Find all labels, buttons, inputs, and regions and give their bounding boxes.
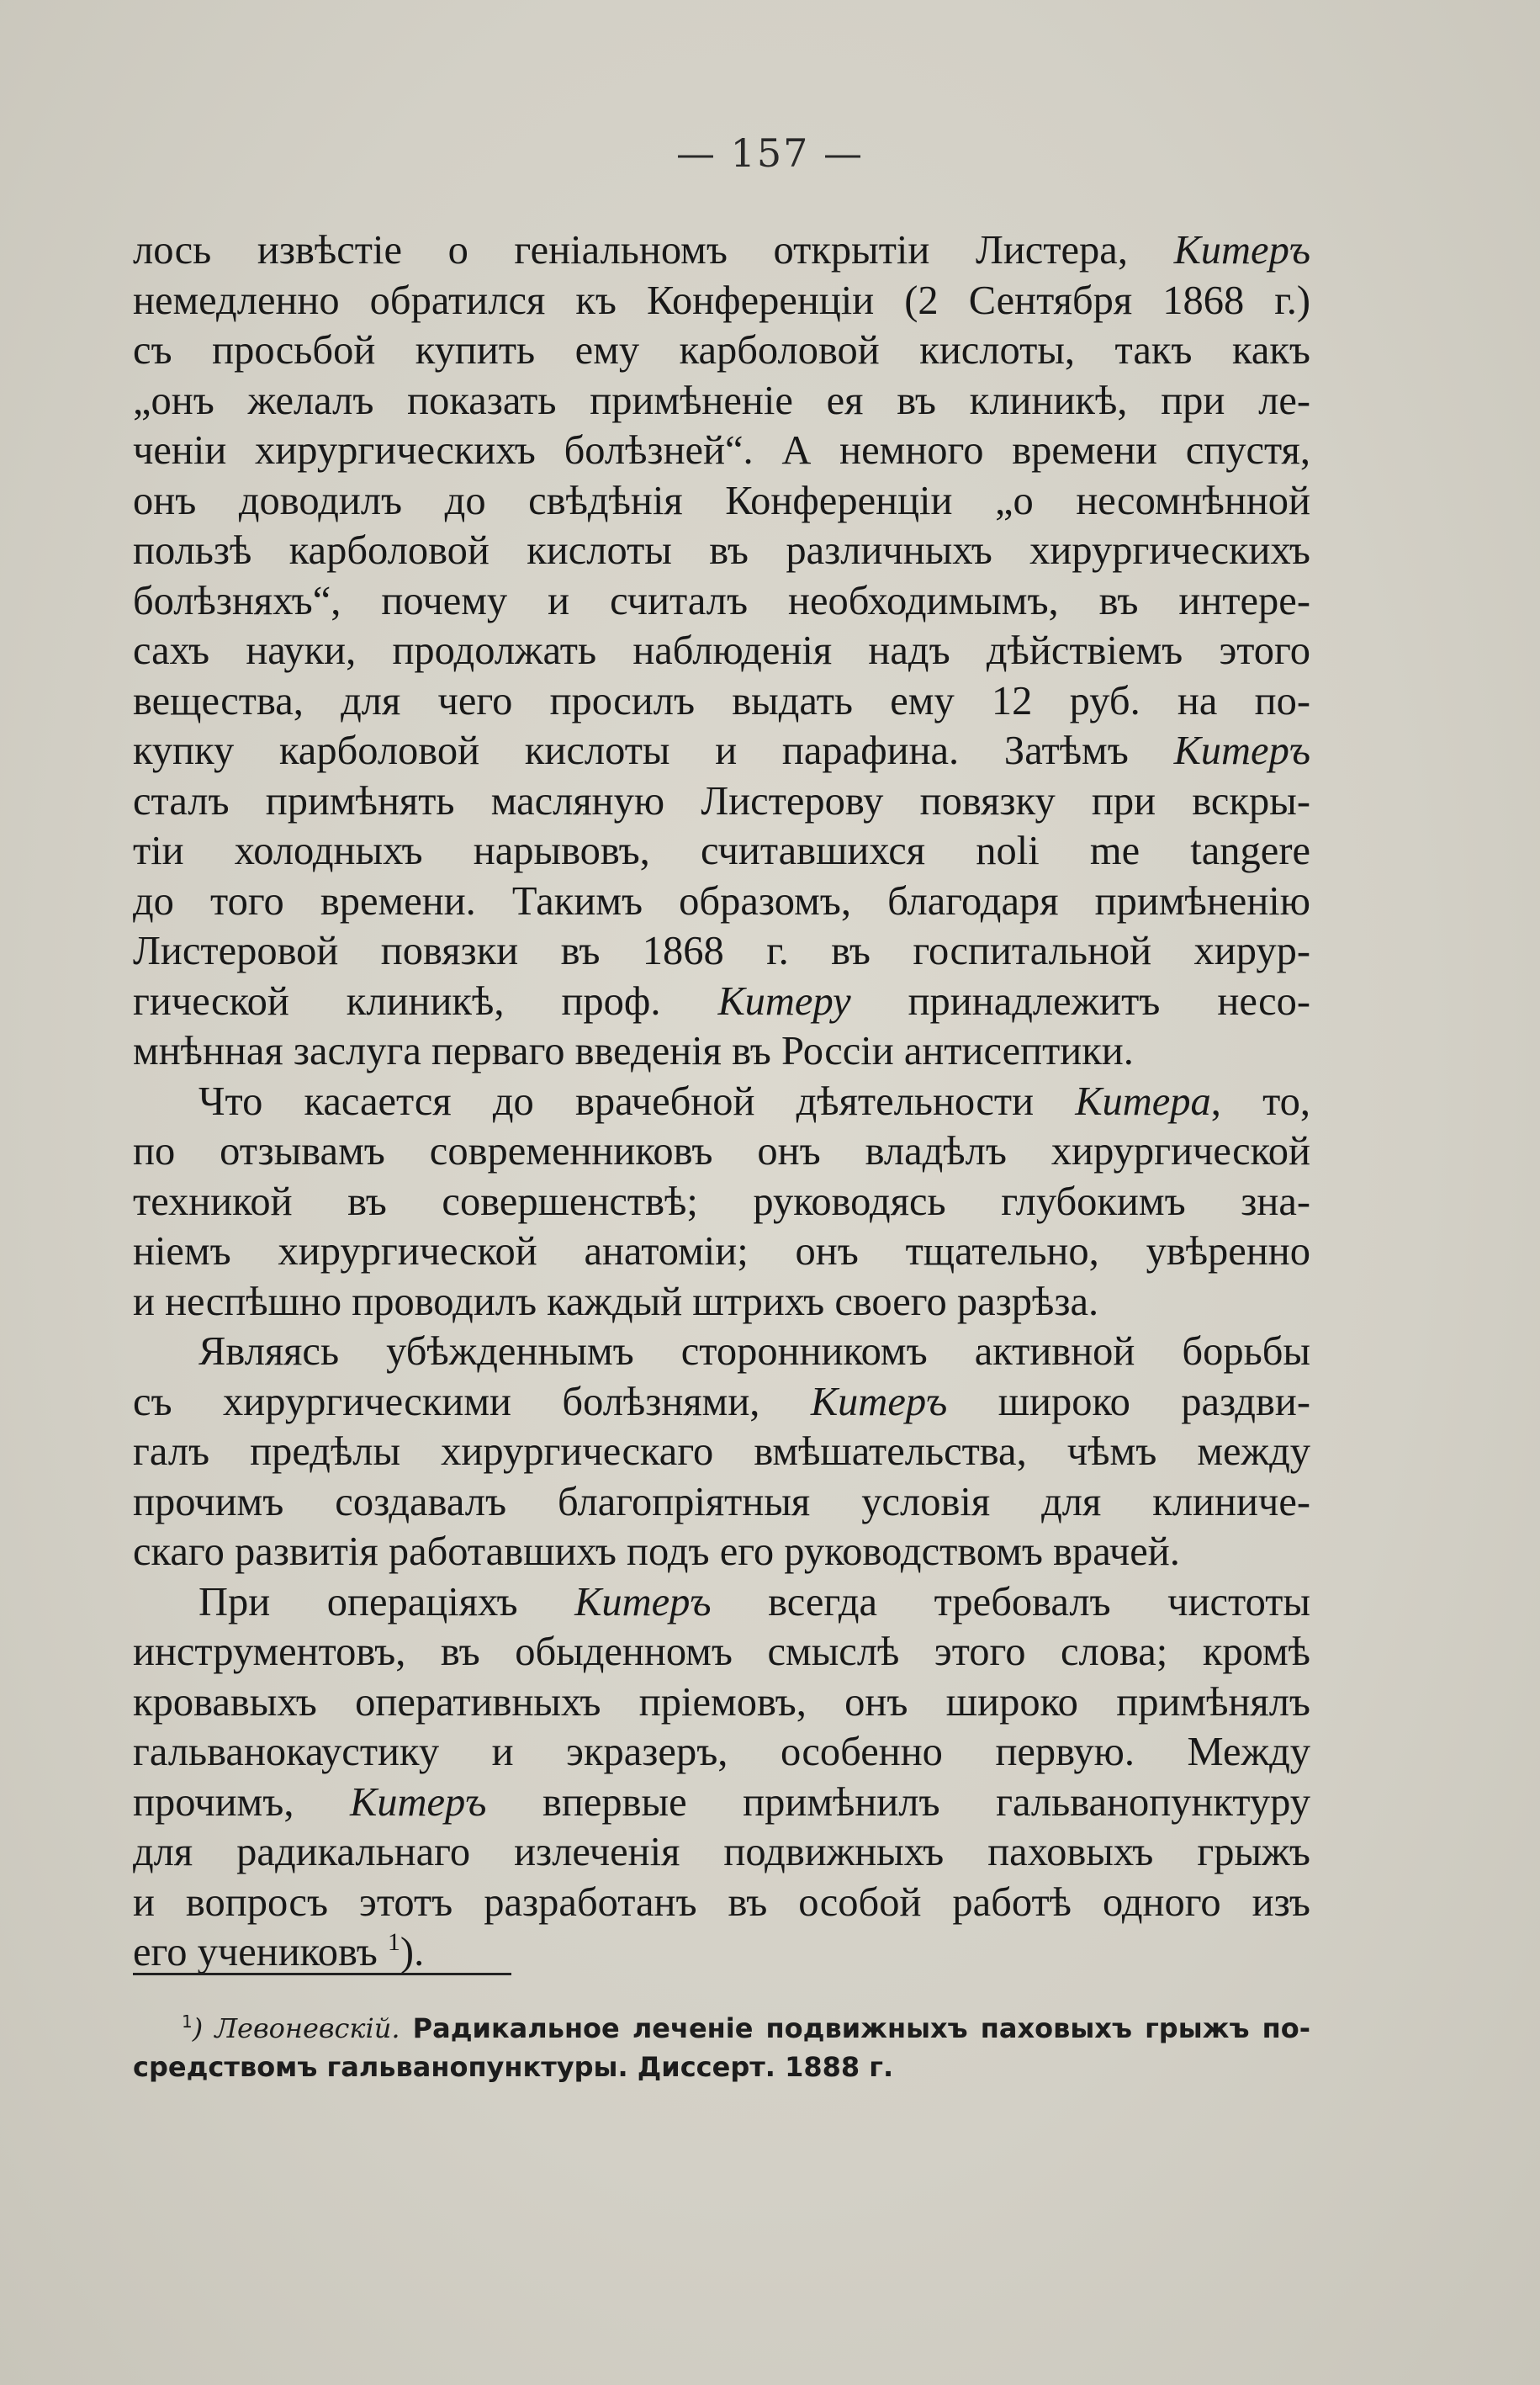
footnote-line: $^1$) Левоневскій. Радикальное леченіе подвижныхъ паховыхъ грыжъ по- [182,2011,1311,2044]
text-line: гальванокаустику и экразеръ, особенно первую. Между [133,1730,1310,1774]
footnote-marker: 1 [387,1928,400,1956]
text-line: лось извѣстіе о геніальномъ открытіи Листера, Китеръ [133,228,1310,273]
text-line: для радикальнаго излеченія подвижныхъ паховыхъ грыжъ [133,1830,1310,1874]
text-line: сталъ примѣнять масляную Листерову повязку при вскры- [133,778,1310,824]
text-line: прочимъ создавалъ благопріятныя условія для клиниче- [133,1479,1310,1524]
text-line: При операціяхъ Китеръ всегда требовалъ чистоты [198,1579,1311,1624]
text-line: сахъ науки, продолжать наблюденія надъ дѣйствіемъ этого [133,628,1310,673]
text-line: и неспѣшно проводилъ каждый штрихъ своего разрѣза. [133,1279,1099,1324]
footnote-number: 1 [182,2011,193,2032]
text-line: болѣзняхъ“, почему и считалъ необходимымъ, въ интере- [133,578,1310,623]
text-line: вещества, для чего просилъ выдать ему 12 руб. на по- [133,678,1310,723]
text-line: немедленно обратился къ Конференціи (2 Сентября 1868 г.) [133,278,1310,323]
text-line: съ просьбой купить ему карболовой кислоты, такъ какъ [133,328,1310,373]
text-line: пользѣ карболовой кислоты въ различныхъ хирургическихъ [133,528,1310,573]
text-line: и вопросъ этотъ разработанъ въ особой работѣ одного изъ [133,1879,1310,1925]
text-line: мнѣнная заслуга перваго введенія въ Россіи антисептики. [133,1029,1134,1073]
text-line: прочимъ, Китеръ впервые примѣнилъ гальванопунктуру [133,1779,1310,1825]
text-line: купку карболовой кислоты и парафина. Затѣмъ Китеръ [133,729,1310,773]
text-line: Что касается до врачебной дѣятельности Китера, то, [198,1079,1311,1124]
footnote-divider [133,1973,511,1975]
text-line: съ хирургическими болѣзнями, Китеръ широко раздви- [133,1379,1310,1424]
text-line: ніемъ хирургической анатоміи; онъ тщательно, увѣренно [133,1229,1310,1274]
text-line: кровавыхъ оперативныхъ пріемовъ, онъ широко примѣнялъ [133,1679,1310,1725]
text-line: Листеровой повязки въ 1868 г. въ госпитальной хирур- [133,929,1310,973]
text-line: до того времени. Такимъ образомъ, благодаря примѣненію [133,878,1310,924]
footnote-line: средствомъ гальванопунктуры. Диссерт. 1888 г. [133,2051,894,2083]
main-text [133,225,1310,1978]
text-line: „онъ желалъ показать примѣненіе ея въ клиникѣ, при ле- [133,378,1310,423]
text-line: инструментовъ, въ обыденномъ смыслѣ этого слова; кромѣ [133,1630,1310,1674]
text-line: Являясь убѣжденнымъ сторонникомъ активной борьбы [198,1329,1310,1374]
footnote-author: ) Левоневскій. [192,2012,400,2044]
footnote [133,2009,1310,2086]
text-line: по отзывамъ современниковъ онъ владѣлъ хирургической [133,1129,1310,1174]
text-line: скаго развитія работавшихъ подъ его руководствомъ врачей. [133,1529,1180,1574]
text-line: галъ предѣлы хирургическаго вмѣшательства, чѣмъ между [133,1429,1310,1474]
text-line: его учениковъ $^1$). [133,1928,425,1974]
text-line: ченіи хирургическихъ болѣзней“. А немного времени спустя, [133,428,1310,473]
text-line: онъ доводилъ до свѣдѣнія Конференціи „о несомнѣнной [133,478,1310,523]
text-line: гической клиникѣ, проф. Китеру принадлежитъ несо- [133,978,1310,1024]
text-line: тіи холодныхъ нарывовъ, считавшихся noli me tangere [133,829,1310,873]
text-line: техникой въ совершенствѣ; руководясь глубокимъ зна- [133,1179,1310,1224]
page-number: — 157 — [675,130,865,176]
